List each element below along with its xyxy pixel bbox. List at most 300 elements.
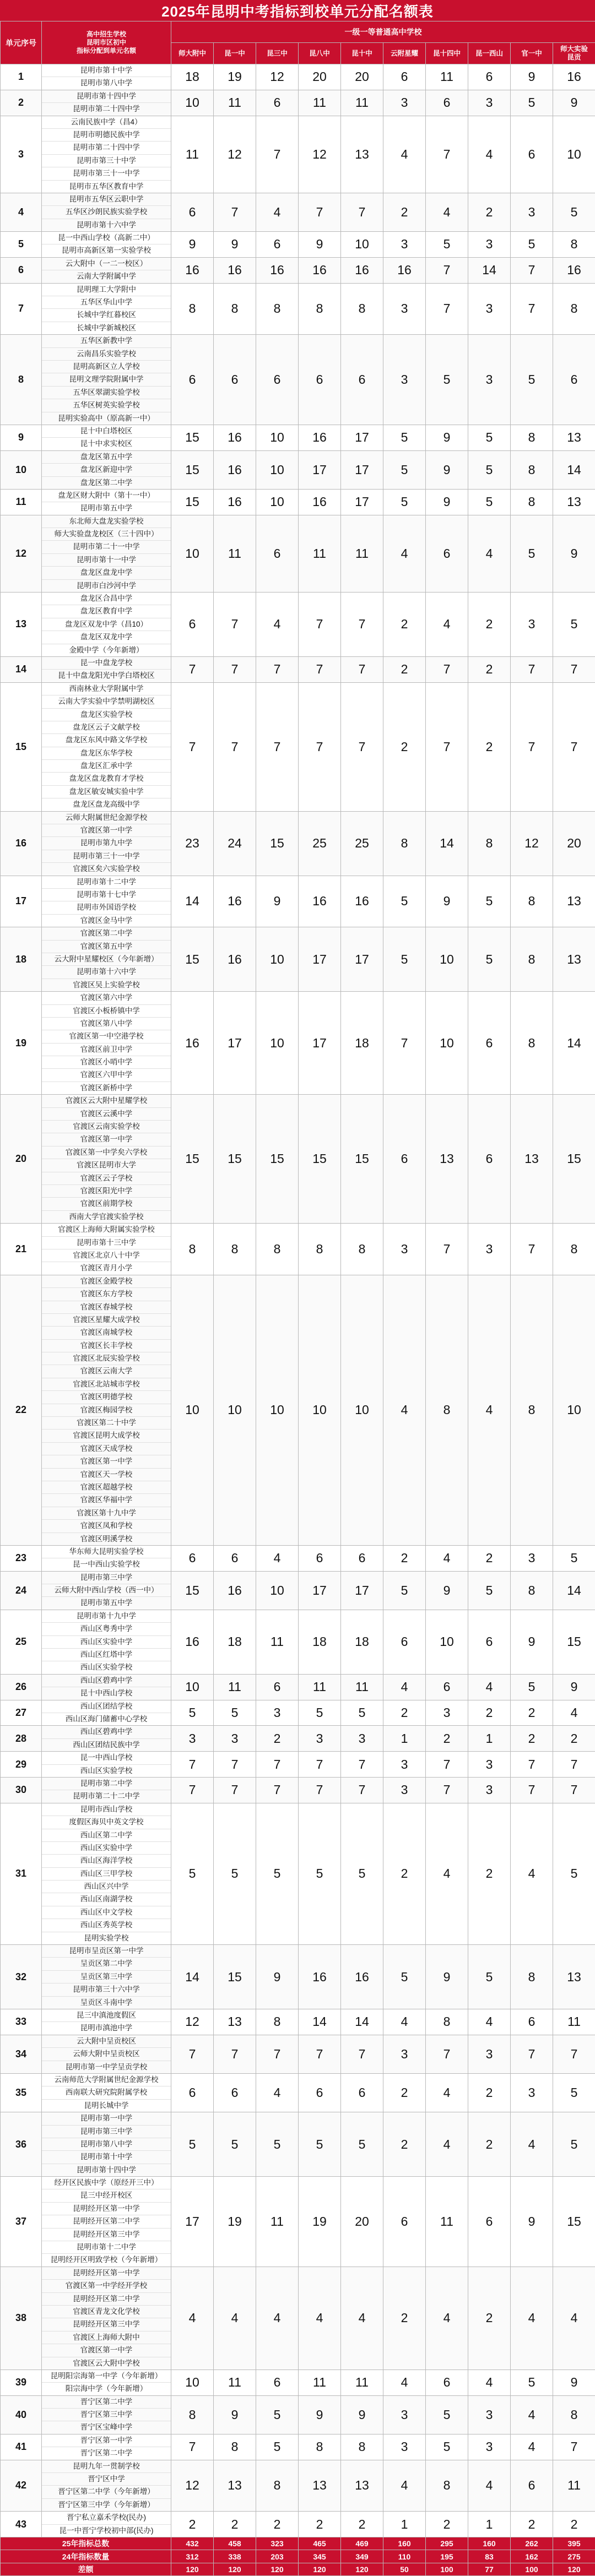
quota-value: 3 — [511, 193, 553, 231]
quota-value: 7 — [341, 1777, 383, 1803]
quota-value: 15 — [299, 1095, 341, 1224]
school-name: 官渡区春城学校 — [42, 1301, 171, 1314]
quota-value: 8 — [299, 283, 341, 335]
totals-value: 50 — [383, 2563, 426, 2575]
table-row — [1, 682, 595, 811]
totals-value: 160 — [383, 2537, 426, 2550]
school-name: 官渡区昆明大成学校 — [42, 1430, 171, 1442]
school-list — [42, 2035, 171, 2073]
unit-number: 12 — [1, 515, 42, 592]
quota-value: 7 — [171, 2035, 214, 2073]
quota-value: 5 — [256, 2395, 299, 2434]
quota-value: 3 — [468, 2035, 511, 2073]
school-name: 官渡区天一学校 — [42, 1469, 171, 1481]
quota-value: 4 — [256, 193, 299, 231]
quota-value: 6 — [383, 1095, 426, 1224]
quota-value: 13 — [214, 2460, 256, 2512]
school-name: 官渡区六甲中学 — [42, 1069, 171, 1082]
school-name: 昆三中滇池度假区 — [42, 2009, 171, 2022]
table-row — [1, 1674, 595, 1700]
quota-value: 9 — [256, 876, 299, 927]
quota-value: 7 — [511, 2035, 553, 2073]
quota-value: 16 — [299, 257, 341, 283]
quota-value: 6 — [468, 1095, 511, 1224]
quota-value: 3 — [383, 2434, 426, 2460]
quota-value: 6 — [468, 992, 511, 1095]
school-list — [42, 1803, 171, 1944]
quota-value: 12 — [511, 811, 553, 876]
quota-value: 11 — [299, 90, 341, 116]
school-name: 西山区中文学校 — [42, 1906, 171, 1919]
school-name: 晋宁区第二中学 — [42, 2447, 171, 2459]
header-schools: 高中招生学校 昆明市区初中 指标分配到单元名额 — [42, 21, 171, 64]
quota-value: 13 — [214, 2009, 256, 2035]
school-name: 盘龙区云子文献学校 — [42, 721, 171, 734]
totals-value: 262 — [511, 2537, 553, 2550]
school-name: 官渡区云大附中学校 — [42, 2357, 171, 2370]
quota-value: 12 — [299, 116, 341, 193]
quota-value: 9 — [256, 1945, 299, 2009]
quota-value: 9 — [511, 2177, 553, 2267]
school-list — [42, 811, 171, 876]
quota-value: 6 — [341, 2073, 383, 2112]
school-name: 官渡区金殿学校 — [42, 1275, 171, 1288]
quota-value: 17 — [214, 992, 256, 1095]
quota-value: 19 — [214, 64, 256, 90]
table-row — [1, 811, 595, 876]
quota-value: 5 — [383, 927, 426, 992]
school-name: 昆三中经开校区 — [42, 2189, 171, 2202]
school-list — [42, 1571, 171, 1610]
school-name: 昆明经开区第二中学 — [42, 2293, 171, 2306]
quota-value: 8 — [299, 2434, 341, 2460]
quota-value: 13 — [341, 2460, 383, 2512]
quota-value: 7 — [341, 1752, 383, 1778]
quota-value: 16 — [341, 1945, 383, 2009]
quota-value: 5 — [383, 425, 426, 450]
quota-value: 16 — [299, 876, 341, 927]
quota-value: 23 — [171, 811, 214, 876]
school-list — [42, 425, 171, 450]
school-list — [42, 515, 171, 592]
unit-number: 1 — [1, 64, 42, 90]
quota-value: 5 — [383, 1945, 426, 2009]
school-list — [42, 682, 171, 811]
column-header: 师大实验 昆贡 — [553, 43, 595, 64]
quota-value: 11 — [341, 1674, 383, 1700]
quota-value: 2 — [383, 1803, 426, 1944]
table-row — [1, 2460, 595, 2512]
quota-value: 2 — [426, 2512, 468, 2537]
quota-value: 7 — [214, 682, 256, 811]
quota-value: 4 — [256, 593, 299, 657]
school-name: 呈贡区斗南中学 — [42, 1997, 171, 2009]
allocation-table — [0, 21, 595, 2576]
quota-value: 13 — [553, 489, 595, 515]
school-name: 五华区沙朗民族实验学校 — [42, 206, 171, 219]
quota-value: 9 — [214, 232, 256, 258]
quota-value: 16 — [256, 257, 299, 283]
unit-number: 38 — [1, 2267, 42, 2370]
quota-value: 18 — [341, 1610, 383, 1674]
totals-value: 203 — [256, 2550, 299, 2563]
quota-value: 9 — [299, 2395, 341, 2434]
quota-value: 11 — [553, 2009, 595, 2035]
quota-value: 7 — [256, 116, 299, 193]
quota-value: 8 — [511, 1945, 553, 2009]
quota-value: 2 — [511, 2512, 553, 2537]
school-name: 云南民族中学（昌4） — [42, 116, 171, 129]
quota-value: 11 — [299, 1674, 341, 1700]
quota-value: 5 — [383, 450, 426, 489]
school-name: 盘龙区实验学校 — [42, 709, 171, 721]
quota-value: 18 — [341, 992, 383, 1095]
quota-value: 19 — [299, 2177, 341, 2267]
school-name: 官渡区第一中学 — [42, 1133, 171, 1146]
unit-number: 20 — [1, 1095, 42, 1224]
quota-value: 1 — [383, 2512, 426, 2537]
table-row — [1, 1777, 595, 1803]
quota-value: 7 — [256, 2035, 299, 2073]
table-row — [1, 1803, 595, 1944]
school-list — [42, 257, 171, 283]
school-list — [42, 593, 171, 657]
school-name: 西南林业大学附属中学 — [42, 683, 171, 695]
quota-value: 9 — [426, 876, 468, 927]
quota-value: 8 — [256, 2460, 299, 2512]
school-name: 昆十中白塔校区 — [42, 425, 171, 438]
quota-value: 2 — [426, 1726, 468, 1752]
quota-value: 15 — [341, 1095, 383, 1224]
column-header: 昆一中 — [214, 43, 256, 64]
quota-value: 6 — [214, 2073, 256, 2112]
school-name: 昆明市第三十一中学 — [42, 850, 171, 863]
quota-value: 16 — [171, 1610, 214, 1674]
column-header: 官一中 — [511, 43, 553, 64]
quota-value: 15 — [171, 1095, 214, 1224]
school-name: 云师大附中西山学校（西一中） — [42, 1584, 171, 1597]
quota-value: 2 — [511, 1726, 553, 1752]
quota-value: 2 — [468, 2267, 511, 2370]
unit-number: 3 — [1, 116, 42, 193]
quota-value: 4 — [468, 116, 511, 193]
quota-value: 7 — [383, 992, 426, 1095]
school-name: 官渡区上海师大附中 — [42, 2332, 171, 2344]
totals-row — [1, 2550, 595, 2563]
quota-value: 8 — [214, 2434, 256, 2460]
quota-value: 6 — [468, 64, 511, 90]
quota-value: 4 — [383, 2370, 426, 2395]
quota-value: 8 — [256, 1224, 299, 1275]
school-name: 昆明市第十三中学 — [42, 1237, 171, 1249]
quota-value: 5 — [341, 2112, 383, 2177]
quota-value: 2 — [383, 2112, 426, 2177]
quota-value: 5 — [553, 593, 595, 657]
quota-value: 15 — [171, 927, 214, 992]
school-name: 官渡区第一中学矣六学校 — [42, 1146, 171, 1159]
school-name: 长城中学红暮校区 — [42, 309, 171, 322]
school-list — [42, 1275, 171, 1545]
totals-value: 120 — [171, 2563, 214, 2575]
table-row — [1, 1726, 595, 1752]
quota-value: 4 — [383, 2460, 426, 2512]
unit-number: 23 — [1, 1545, 42, 1571]
school-name: 晋宁区第二中学（今年新增） — [42, 2486, 171, 2498]
quota-value: 5 — [468, 425, 511, 450]
quota-value: 8 — [299, 1224, 341, 1275]
quota-value: 5 — [468, 876, 511, 927]
quota-value: 5 — [171, 1803, 214, 1944]
quota-value: 8 — [341, 1224, 383, 1275]
quota-value: 4 — [383, 2009, 426, 2035]
school-name: 官渡区天成学校 — [42, 1443, 171, 1455]
quota-value: 9 — [171, 232, 214, 258]
unit-number: 8 — [1, 335, 42, 425]
quota-value: 20 — [341, 64, 383, 90]
school-name: 盘龙区盘龙教育才学校 — [42, 773, 171, 785]
quota-value: 15 — [256, 1095, 299, 1224]
quota-value: 13 — [553, 927, 595, 992]
school-list — [42, 450, 171, 489]
quota-value: 5 — [468, 450, 511, 489]
quota-value: 18 — [171, 64, 214, 90]
school-list — [42, 193, 171, 231]
school-name: 官渡区云南实验学校 — [42, 1121, 171, 1133]
quota-value: 3 — [299, 1726, 341, 1752]
table-header — [1, 21, 595, 64]
quota-value: 4 — [468, 2009, 511, 2035]
quota-value: 6 — [171, 335, 214, 425]
quota-value: 16 — [299, 489, 341, 515]
quota-value: 14 — [171, 1945, 214, 2009]
quota-value: 16 — [299, 1945, 341, 2009]
quota-value: 7 — [214, 2035, 256, 2073]
school-name: 昆明市西山学校 — [42, 1803, 171, 1816]
quota-value: 10 — [299, 1275, 341, 1545]
quota-value: 4 — [426, 593, 468, 657]
table-row — [1, 515, 595, 592]
school-list — [42, 283, 171, 335]
quota-value: 4 — [426, 193, 468, 231]
school-list — [42, 1674, 171, 1700]
quota-value: 2 — [214, 2512, 256, 2537]
school-name: 官渡区吴上实验学校 — [42, 979, 171, 991]
school-name: 昆明市第二十二中学 — [42, 1790, 171, 1802]
totals-value: 120 — [214, 2563, 256, 2575]
quota-value: 4 — [553, 1700, 595, 1726]
quota-value: 7 — [171, 1777, 214, 1803]
school-name: 官渡区超越学校 — [42, 1481, 171, 1494]
quota-value: 4 — [511, 2434, 553, 2460]
quota-value: 19 — [214, 2177, 256, 2267]
quota-value: 14 — [299, 2009, 341, 2035]
quota-value: 4 — [256, 2267, 299, 2370]
quota-value: 7 — [214, 1752, 256, 1778]
quota-value: 14 — [341, 2009, 383, 2035]
quota-value: 15 — [171, 450, 214, 489]
quota-value: 4 — [256, 1545, 299, 1571]
quota-value: 10 — [426, 992, 468, 1095]
column-header: 昆十四中 — [426, 43, 468, 64]
quota-value: 6 — [426, 1674, 468, 1700]
school-name: 西山区海门储蓄中心学校 — [42, 1713, 171, 1725]
quota-value: 4 — [383, 116, 426, 193]
quota-value: 11 — [214, 90, 256, 116]
school-name: 昆明市第二十一中学 — [42, 541, 171, 553]
quota-value: 6 — [383, 64, 426, 90]
quota-value: 6 — [468, 1610, 511, 1674]
quota-value: 7 — [426, 257, 468, 283]
quota-value: 10 — [426, 1610, 468, 1674]
unit-number: 31 — [1, 1803, 42, 1944]
table-row — [1, 2035, 595, 2073]
school-name: 官渡区第六中学 — [42, 992, 171, 1004]
quota-value: 15 — [171, 489, 214, 515]
school-name: 昆明市白沙河中学 — [42, 580, 171, 592]
school-list — [42, 1726, 171, 1752]
unit-number: 41 — [1, 2434, 42, 2460]
unit-number: 29 — [1, 1752, 42, 1778]
quota-value: 6 — [299, 1545, 341, 1571]
school-name: 昆明市第三十一中学 — [42, 167, 171, 180]
quota-value: 9 — [553, 515, 595, 592]
table-row — [1, 593, 595, 657]
quota-value: 7 — [426, 116, 468, 193]
quota-value: 9 — [426, 425, 468, 450]
school-name: 昆明高新区立人学校 — [42, 361, 171, 373]
school-name: 昆明市第一中学 — [42, 2112, 171, 2125]
quota-value: 16 — [214, 425, 256, 450]
quota-value: 16 — [214, 489, 256, 515]
quota-value: 2 — [468, 1545, 511, 1571]
school-name: 西南联大研究院附属学校 — [42, 2086, 171, 2099]
school-name: 晋宁区第一中学 — [42, 2434, 171, 2447]
quota-value: 6 — [214, 335, 256, 425]
school-name: 官渡区云溪中学 — [42, 1108, 171, 1121]
quota-value: 6 — [256, 1674, 299, 1700]
school-name: 盘龙区盘龙高级中学 — [42, 798, 171, 811]
quota-value: 11 — [171, 116, 214, 193]
school-name: 五华区翠湖实验学校 — [42, 387, 171, 399]
unit-number: 33 — [1, 2009, 42, 2035]
school-name: 云大附中呈贡校区 — [42, 2035, 171, 2048]
quota-value: 8 — [383, 811, 426, 876]
quota-value: 16 — [299, 425, 341, 450]
quota-value: 7 — [299, 593, 341, 657]
school-name: 西山区兴中学 — [42, 1881, 171, 1893]
quota-value: 12 — [171, 2009, 214, 2035]
quota-value: 6 — [171, 1545, 214, 1571]
school-name: 昆明九年一贯制学校 — [42, 2460, 171, 2473]
quota-value: 17 — [299, 1571, 341, 1610]
quota-value: 4 — [426, 2112, 468, 2177]
quota-value: 3 — [468, 90, 511, 116]
quota-value: 5 — [341, 1803, 383, 1944]
quota-value: 4 — [426, 2267, 468, 2370]
quota-value: 5 — [511, 515, 553, 592]
quota-value: 13 — [553, 1945, 595, 2009]
quota-value: 8 — [426, 1275, 468, 1545]
unit-number: 5 — [1, 232, 42, 258]
quota-value: 2 — [383, 682, 426, 811]
school-name: 官渡区北辰实验学校 — [42, 1352, 171, 1365]
school-list — [42, 1945, 171, 2009]
school-name: 昆明市第八中学 — [42, 77, 171, 89]
school-name: 昆明市第一中学呈贡学校 — [42, 2061, 171, 2073]
quota-value: 2 — [341, 2512, 383, 2537]
quota-value: 5 — [214, 1803, 256, 1944]
quota-value: 7 — [299, 1752, 341, 1778]
school-list — [42, 1224, 171, 1275]
school-name: 晋宁区第三中学 — [42, 2409, 171, 2421]
quota-value: 16 — [553, 257, 595, 283]
quota-value: 1 — [468, 1726, 511, 1752]
table-row — [1, 992, 595, 1095]
quota-value: 14 — [553, 450, 595, 489]
quota-value: 5 — [553, 193, 595, 231]
school-list — [42, 1700, 171, 1726]
quota-value: 10 — [553, 1275, 595, 1545]
school-name: 呈贡区第三中学 — [42, 1971, 171, 1983]
quota-value: 8 — [511, 876, 553, 927]
header-group-label: 一级一等普通高中学校 — [171, 21, 595, 43]
quota-value: 8 — [214, 283, 256, 335]
quota-value: 25 — [341, 811, 383, 876]
quota-value: 2 — [383, 2073, 426, 2112]
quota-value: 7 — [426, 2035, 468, 2073]
school-name: 昆明市第十九中学 — [42, 1610, 171, 1623]
quota-value: 3 — [426, 1700, 468, 1726]
quota-value: 2 — [468, 193, 511, 231]
school-name: 昆明市第二中学 — [42, 1778, 171, 1790]
quota-value: 15 — [553, 1095, 595, 1224]
quota-value: 3 — [468, 335, 511, 425]
quota-value: 4 — [341, 2267, 383, 2370]
quota-value: 7 — [341, 193, 383, 231]
totals-value: 349 — [341, 2550, 383, 2563]
table-row — [1, 1610, 595, 1674]
school-list — [42, 1095, 171, 1224]
quota-value: 6 — [468, 2177, 511, 2267]
totals-value: 465 — [299, 2537, 341, 2550]
quota-value: 2 — [468, 1803, 511, 1944]
school-list — [42, 2370, 171, 2395]
quota-value: 11 — [426, 2177, 468, 2267]
school-list — [42, 656, 171, 682]
quota-value: 12 — [256, 64, 299, 90]
quota-value: 10 — [256, 489, 299, 515]
quota-value: 10 — [256, 1571, 299, 1610]
totals-value: 295 — [426, 2537, 468, 2550]
school-name: 西山区海洋学校 — [42, 1855, 171, 1867]
quota-value: 3 — [468, 232, 511, 258]
unit-number: 30 — [1, 1777, 42, 1803]
school-name: 昆明理工大学附中 — [42, 284, 171, 296]
quota-value: 12 — [214, 116, 256, 193]
school-list — [42, 2460, 171, 2512]
school-name: 长城中学新城校区 — [42, 322, 171, 334]
quota-value: 8 — [468, 811, 511, 876]
quota-value: 10 — [256, 927, 299, 992]
table-row — [1, 1224, 595, 1275]
quota-value: 4 — [299, 2267, 341, 2370]
quota-value: 5 — [256, 2434, 299, 2460]
quota-value: 5 — [426, 335, 468, 425]
school-name: 西山区红塔中学 — [42, 1649, 171, 1661]
quota-value: 10 — [171, 515, 214, 592]
quota-value: 8 — [341, 2434, 383, 2460]
school-name: 官渡区第八中学 — [42, 1018, 171, 1030]
